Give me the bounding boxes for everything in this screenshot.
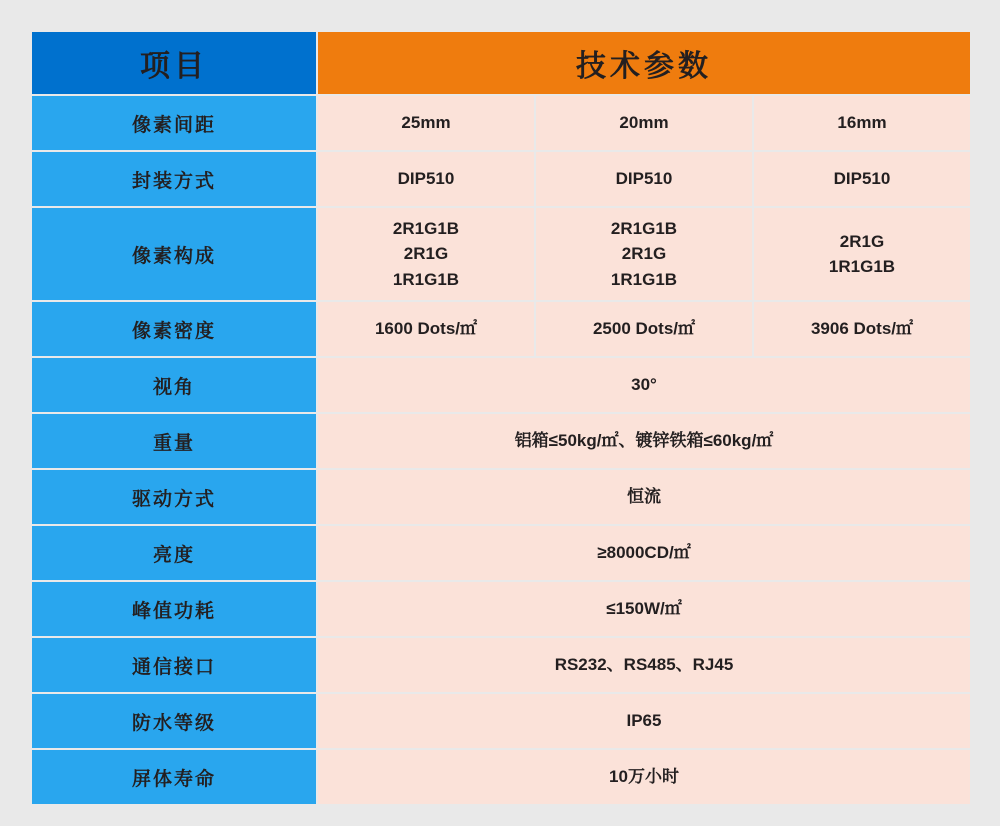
table-row bbox=[32, 582, 970, 636]
cell-value: DIP510 bbox=[536, 152, 752, 206]
row-label-pixel-composition: 像素构成 bbox=[32, 208, 316, 300]
row-label-communication-interface: 通信接口 bbox=[32, 638, 316, 692]
cell-value: 2R1G1B 2R1G 1R1G1B bbox=[318, 208, 534, 300]
table-row bbox=[32, 526, 970, 580]
table-row bbox=[32, 208, 970, 300]
table-row bbox=[32, 152, 970, 206]
cell-value: 25mm bbox=[318, 96, 534, 150]
specification-table bbox=[30, 30, 972, 806]
cell-value: RS232、RS485、RJ45 bbox=[318, 638, 970, 692]
row-label-drive-mode: 驱动方式 bbox=[32, 470, 316, 524]
table-header-row bbox=[32, 32, 970, 94]
row-label-package-type: 封装方式 bbox=[32, 152, 316, 206]
header-cell-item: 项目 bbox=[32, 32, 316, 94]
cell-value: DIP510 bbox=[318, 152, 534, 206]
table-row bbox=[32, 470, 970, 524]
cell-value: 20mm bbox=[536, 96, 752, 150]
row-label-pixel-pitch: 像素间距 bbox=[32, 96, 316, 150]
row-label-weight: 重量 bbox=[32, 414, 316, 468]
row-label-screen-lifetime: 屏体寿命 bbox=[32, 750, 316, 804]
table-row bbox=[32, 694, 970, 748]
table-row bbox=[32, 750, 970, 804]
row-label-viewing-angle: 视角 bbox=[32, 358, 316, 412]
cell-value: 2R1G1B 2R1G 1R1G1B bbox=[536, 208, 752, 300]
cell-value: ≤150W/㎡ bbox=[318, 582, 970, 636]
row-label-peak-power: 峰值功耗 bbox=[32, 582, 316, 636]
cell-value: 恒流 bbox=[318, 470, 970, 524]
row-label-pixel-density: 像素密度 bbox=[32, 302, 316, 356]
cell-value: DIP510 bbox=[754, 152, 970, 206]
table-row bbox=[32, 358, 970, 412]
cell-value: 10万小时 bbox=[318, 750, 970, 804]
table-row bbox=[32, 414, 970, 468]
cell-value: 30° bbox=[318, 358, 970, 412]
header-cell-parameters: 技术参数 bbox=[318, 32, 970, 94]
cell-value: 1600 Dots/㎡ bbox=[318, 302, 534, 356]
cell-value: 3906 Dots/㎡ bbox=[754, 302, 970, 356]
cell-value: 16mm bbox=[754, 96, 970, 150]
table-row bbox=[32, 96, 970, 150]
table-body bbox=[32, 32, 970, 804]
table-row bbox=[32, 638, 970, 692]
row-label-waterproof-grade: 防水等级 bbox=[32, 694, 316, 748]
cell-value: 2R1G 1R1G1B bbox=[754, 208, 970, 300]
row-label-brightness: 亮度 bbox=[32, 526, 316, 580]
cell-value: IP65 bbox=[318, 694, 970, 748]
cell-value: ≥8000CD/㎡ bbox=[318, 526, 970, 580]
cell-value: 2500 Dots/㎡ bbox=[536, 302, 752, 356]
cell-value: 铝箱≤50kg/㎡、镀锌铁箱≤60kg/㎡ bbox=[318, 414, 970, 468]
table-row bbox=[32, 302, 970, 356]
